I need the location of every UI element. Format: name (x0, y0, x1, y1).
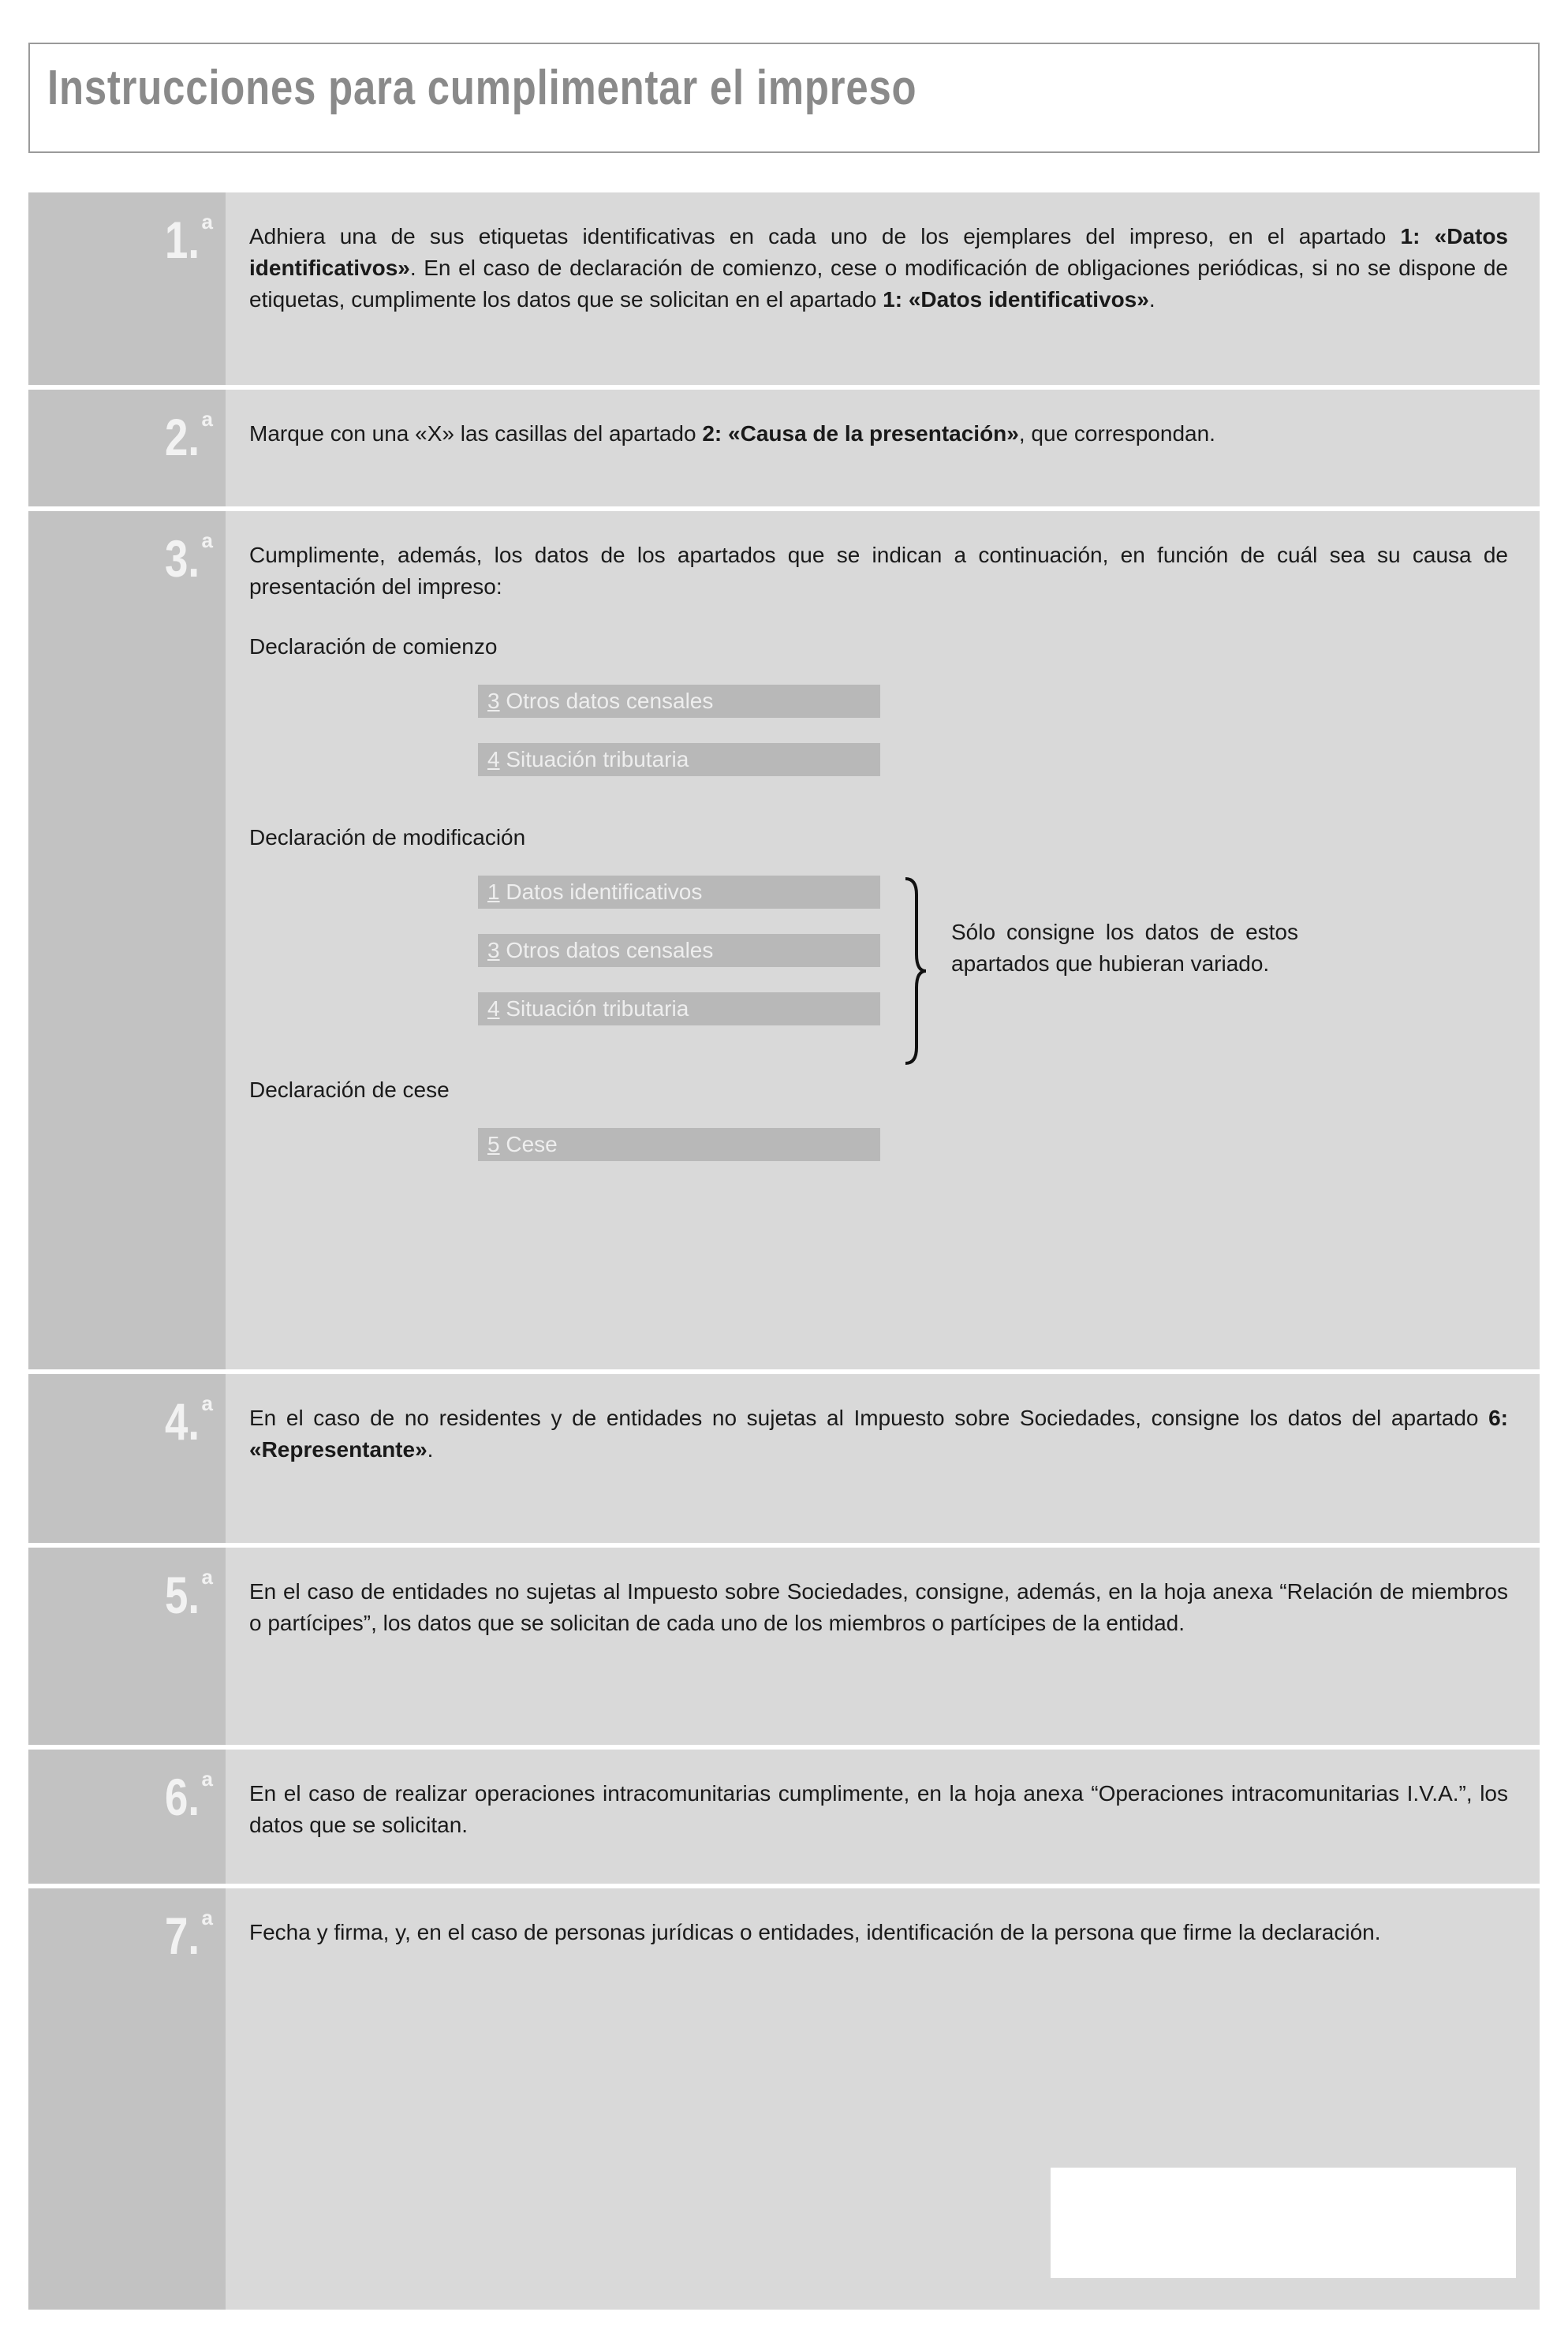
step-number-column (28, 1888, 226, 2310)
modificacion-items (249, 876, 1508, 1025)
page-title: Instrucciones para cumplimentar el impreso (47, 61, 917, 115)
section-tag-4: 4 Situación tributaria (478, 743, 880, 776)
bold-reference: 6: «Representante» (249, 1406, 1508, 1462)
cese-label: Declaración de cese (249, 1077, 450, 1102)
step-1 (28, 192, 1540, 390)
curly-brace-icon (902, 876, 929, 1066)
text-segment: Fecha y firma, y, en el caso de personas jurídicas o entidades, identificación de la persona que firme la declaración. (249, 1920, 1381, 1944)
step-number: 2.a (165, 407, 213, 466)
steps-list (28, 192, 1540, 2310)
blank-signature-box (1051, 2168, 1516, 2278)
step-number-column (28, 1750, 226, 1884)
step-text (249, 1888, 1540, 1948)
text-segment: En el caso de no residentes y de entidades no sujetas al Impuesto sobre Sociedades, consigne los datos del apartado (249, 1406, 1489, 1430)
cese-items (249, 1128, 1508, 1161)
text-segment: . (427, 1437, 434, 1462)
step-text (249, 390, 1540, 450)
text-segment: . En el caso de declaración de comienzo, cese o modificación de obligaciones periódicas, si no se dispone de etiquetas, cumplimente los datos que se solicitan en el apartado (249, 256, 1508, 312)
step-content (249, 511, 1540, 1161)
bold-reference: 1: «Datos identificativos» (883, 287, 1149, 312)
modificacion-note: Sólo consigne los datos de estos apartados que hubieran variado. (951, 920, 1298, 976)
text-segment: Adhiera una de sus etiquetas identificativas en cada uno de los ejemplares del impreso, en el apartado (249, 224, 1401, 248)
step-7 (28, 1888, 1540, 2310)
step-2 (28, 390, 1540, 511)
comienzo-items (249, 685, 1508, 776)
bold-reference: 1: «Datos identificativos» (249, 224, 1508, 280)
text-segment: Marque con una «X» las casillas del apartado (249, 421, 703, 446)
step-number: 1.a (165, 210, 213, 269)
section-tag-5: 5 Cese (478, 1128, 880, 1161)
section-tag-3: 3 Otros datos censales (478, 685, 880, 718)
section-tag-4: 4 Situación tributaria (478, 992, 880, 1025)
text-segment: En el caso de entidades no sujetas al Impuesto sobre Sociedades, consigne, además, en la hoja anexa “Relación de miembros o partícipes”, los datos que se solicitan de cada uno de los miembros o partícipes de la entidad. (249, 1579, 1508, 1635)
step-5 (28, 1548, 1540, 1750)
step-number-column (28, 1374, 226, 1543)
step-number-column (28, 511, 226, 1369)
comienzo-label: Declaración de comienzo (249, 634, 498, 659)
modificacion-label: Declaración de modificación (249, 825, 526, 850)
text-segment: En el caso de realizar operaciones intracomunitarias cumplimente, en la hoja anexa “Operaciones intracomunitarias I.V.A.”, los datos que se solicitan. (249, 1781, 1508, 1837)
step-number: 6.a (165, 1767, 213, 1826)
step-6 (28, 1750, 1540, 1888)
bold-reference: 2: «Causa de la presentación» (702, 421, 1019, 446)
section-tag-1: 1 Datos identificativos (478, 876, 880, 909)
step-number: 5.a (165, 1565, 213, 1624)
step-number-column (28, 390, 226, 506)
step-intro: Cumplimente, además, los datos de los apartados que se indican a continuación, en función de cuál sea su causa de presentación del impreso: (249, 543, 1508, 599)
step-text (249, 1548, 1540, 1639)
step-number-column (28, 192, 226, 385)
step-number-column (28, 1548, 226, 1745)
step-text (249, 1750, 1540, 1841)
step-number: 3.a (165, 528, 213, 588)
step-3 (28, 511, 1540, 1374)
text-segment: , que correspondan. (1018, 421, 1215, 446)
step-text (249, 192, 1540, 316)
step-number: 4.a (165, 1391, 213, 1451)
text-segment: . (1148, 287, 1155, 312)
title-box (28, 43, 1540, 153)
step-number: 7.a (165, 1906, 213, 1965)
step-4 (28, 1374, 1540, 1548)
step-text (249, 1374, 1540, 1466)
section-tag-3: 3 Otros datos censales (478, 934, 880, 967)
